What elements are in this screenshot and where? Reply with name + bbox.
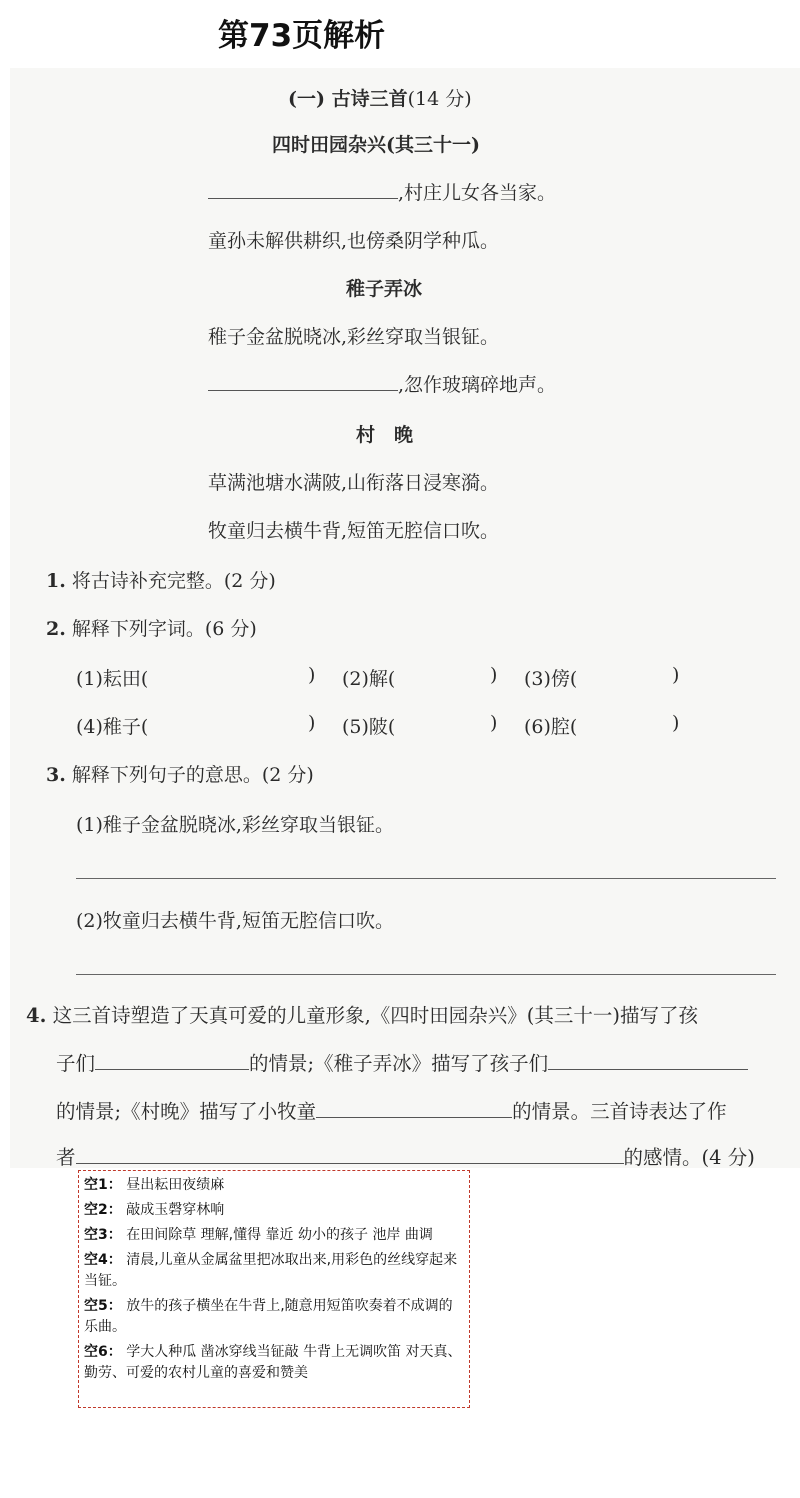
answer-label: 空4：	[84, 1252, 122, 1268]
fill-blank[interactable]	[208, 372, 398, 391]
question-number: 1.	[46, 570, 66, 592]
fill-blank[interactable]	[76, 1145, 624, 1164]
answer-item	[84, 1296, 464, 1338]
poem-line-text: ,忽作玻璃碎地声。	[398, 374, 557, 396]
answer-label: 空6：	[84, 1344, 122, 1360]
answer-text: 在田间除草 理解,懂得 靠近 幼小的孩子 池岸 曲调	[126, 1227, 433, 1243]
answer-text: 放牛的孩子横坐在牛背上,随意用短笛吹奏着不成调的乐曲。	[84, 1298, 453, 1335]
vocab-item: (2)解(	[342, 668, 396, 690]
section-heading-text: (一) 古诗三首	[288, 88, 408, 110]
fill-blank[interactable]	[316, 1099, 512, 1118]
vocab-item-close: )	[672, 712, 680, 734]
vocab-item: (4)稚子(	[76, 716, 149, 738]
vocab-item-close: )	[490, 712, 498, 734]
question-1	[46, 566, 276, 593]
question-4-line-1	[26, 1000, 698, 1028]
fill-blank[interactable]	[548, 1051, 748, 1070]
question-text: 解释下列字词。(6 分)	[71, 618, 257, 640]
question-4-line-4	[56, 1142, 755, 1170]
section-heading	[288, 84, 472, 111]
answer-box	[78, 1170, 470, 1408]
question-text: 将古诗补充完整。(2 分)	[71, 570, 276, 592]
question-text: 解释下列句子的意思。(2 分)	[71, 764, 314, 786]
sentence-2: (2)牧童归去横牛背,短笛无腔信口吹。	[76, 910, 394, 932]
answer-text: 敲成玉磬穿林响	[126, 1202, 225, 1218]
answer-line[interactable]	[76, 878, 776, 879]
poem-title: 村 晚	[356, 424, 414, 446]
answer-label: 空1：	[84, 1177, 122, 1193]
vocab-item-close: )	[490, 664, 498, 686]
question-text: 子们	[56, 1052, 96, 1075]
question-number: 3.	[46, 764, 66, 786]
poem-line: 牧童归去横牛背,短笛无腔信口吹。	[208, 520, 500, 542]
answer-item	[84, 1200, 464, 1221]
question-number: 4.	[26, 1004, 47, 1027]
vocab-item-close: )	[308, 712, 316, 734]
answer-label: 空3：	[84, 1227, 122, 1243]
page-title: 第73页解析	[218, 18, 386, 54]
answer-item	[84, 1250, 464, 1292]
answer-label: 空5：	[84, 1298, 122, 1314]
question-4-line-2	[56, 1048, 748, 1076]
answer-line[interactable]	[76, 974, 776, 975]
question-text: 的情景;《村晚》描写了小牧童	[56, 1100, 317, 1123]
poem-line	[208, 370, 556, 397]
poem-line: 童孙未解供耕织,也傍桑阴学种瓜。	[208, 230, 500, 252]
poem-line	[208, 178, 556, 205]
vocab-item: (1)耘田(	[76, 668, 149, 690]
poem-title: 四时田园杂兴(其三十一)	[272, 134, 480, 156]
question-3	[46, 760, 314, 787]
question-text: 这三首诗塑造了天真可爱的儿童形象,《四时田园杂兴》(其三十一)描写了孩	[52, 1004, 698, 1027]
vocab-item: (5)陂(	[342, 716, 396, 738]
question-4-line-3	[56, 1096, 727, 1124]
answer-item	[84, 1175, 464, 1196]
vocab-item: (6)腔(	[524, 716, 578, 738]
question-2	[46, 614, 257, 641]
fill-blank[interactable]	[208, 180, 398, 199]
answer-label: 空2：	[84, 1202, 122, 1218]
question-text: 的情景。三首诗表达了作	[512, 1100, 727, 1123]
sentence-1: (1)稚子金盆脱晓冰,彩丝穿取当银钲。	[76, 814, 394, 836]
worksheet-scan	[10, 68, 800, 1168]
answer-text: 学大人种瓜 凿冰穿线当钲敲 牛背上无调吹笛 对天真、勤劳、可爱的农村儿童的喜爱和赞美	[84, 1344, 462, 1381]
question-text: 的情景;《稚子弄冰》描写了孩子们	[249, 1052, 549, 1075]
vocab-item-close: )	[672, 664, 680, 686]
question-number: 2.	[46, 618, 66, 640]
vocab-item: (3)傍(	[524, 668, 578, 690]
poem-line: 稚子金盆脱晓冰,彩丝穿取当银钲。	[208, 326, 500, 348]
answer-text: 昼出耘田夜绩麻	[126, 1177, 225, 1193]
answer-item	[84, 1225, 464, 1246]
answer-text: 清晨,儿童从金属盆里把冰取出来,用彩色的丝线穿起来当钲。	[84, 1252, 458, 1289]
poem-title: 稚子弄冰	[346, 278, 423, 300]
question-text: 者	[56, 1146, 76, 1169]
section-score: (14 分)	[407, 88, 472, 110]
answer-item	[84, 1342, 464, 1384]
poem-line: 草满池塘水满陂,山衔落日浸寒漪。	[208, 472, 500, 494]
poem-line-text: ,村庄儿女各当家。	[398, 182, 557, 204]
fill-blank[interactable]	[95, 1051, 249, 1070]
vocab-item-close: )	[308, 664, 316, 686]
question-text: 的感情。(4 分)	[623, 1146, 755, 1169]
